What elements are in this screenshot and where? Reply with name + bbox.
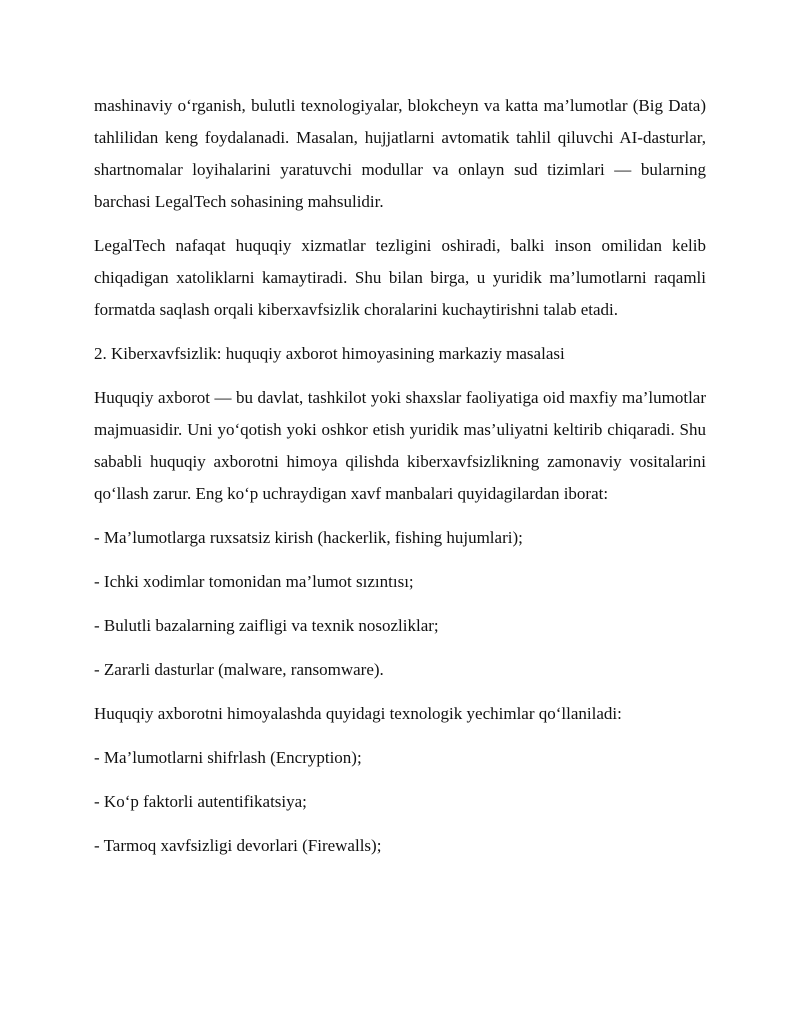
list-item-solution: - Ma’lumotlarni shifrlash (Encryption); [94,748,362,767]
list-item-threat: - Ma’lumotlarga ruxsatsiz kirish (hackerlik, fishing hujumlari); [94,528,523,547]
paragraph-legaltech-benefits: LegalTech nafaqat huquqiy xizmatlar tezligini oshiradi, balki inson omilidan kelib chiqadigan xatoliklarni kamaytiradi. Shu bilan birga, u yuridik ma’lumotlarni raqamli formatda saqlash orqali kiberxavfsizlik choralarini kuchaytirishni talab etadi. [94,236,706,319]
paragraph-solutions-intro: Huquqiy axborotni himoyalashda quyidagi texnologik yechimlar qo‘llaniladi: [94,704,622,723]
paragraph-legal-information: Huquqiy axborot — bu davlat, tashkilot yoki shaxslar faoliyatiga oid maxfiy ma’lumotlar majmuasidir. Uni yo‘qotish yoki oshkor etish yuridik mas’uliyatni keltirib chiqaradi. Shu sababli huquqiy axborotni himoya qilishda kiberxavfsizlikning zamonaviy vositalarini qo‘llash zarur. Eng ko‘p uchraydigan xavf manbalari quyidagilardan iborat: [94,388,706,503]
list-item-threat: - Zararli dasturlar (malware, ransomware). [94,660,384,679]
list-item-threat: - Bulutli bazalarning zaifligi va texnik nosozliklar; [94,616,439,635]
list-item-solution: - Ko‘p faktorli autentifikatsiya; [94,792,307,811]
document-body [94,90,706,874]
list-item-solution: - Tarmoq xavfsizligi devorlari (Firewalls); [94,836,382,855]
section-heading: 2. Kiberxavfsizlik: huquqiy axborot himoyasining markaziy masalasi [94,344,565,363]
list-item-threat: - Ichki xodimlar tomonidan ma’lumot sızıntısı; [94,572,414,591]
paragraph-legaltech-technologies: mashinaviy o‘rganish, bulutli texnologiyalar, blokcheyn va katta ma’lumotlar (Big Data) tahlilidan keng foydalanadi. Masalan, hujjatlarni avtomatik tahlil qiluvchi AI-dasturlar, shartnomalar loyihalarini yaratuvchi modullar va onlayn sud tizimlari — bularning barchasi LegalTech sohasining mahsulidir. [94,96,706,211]
